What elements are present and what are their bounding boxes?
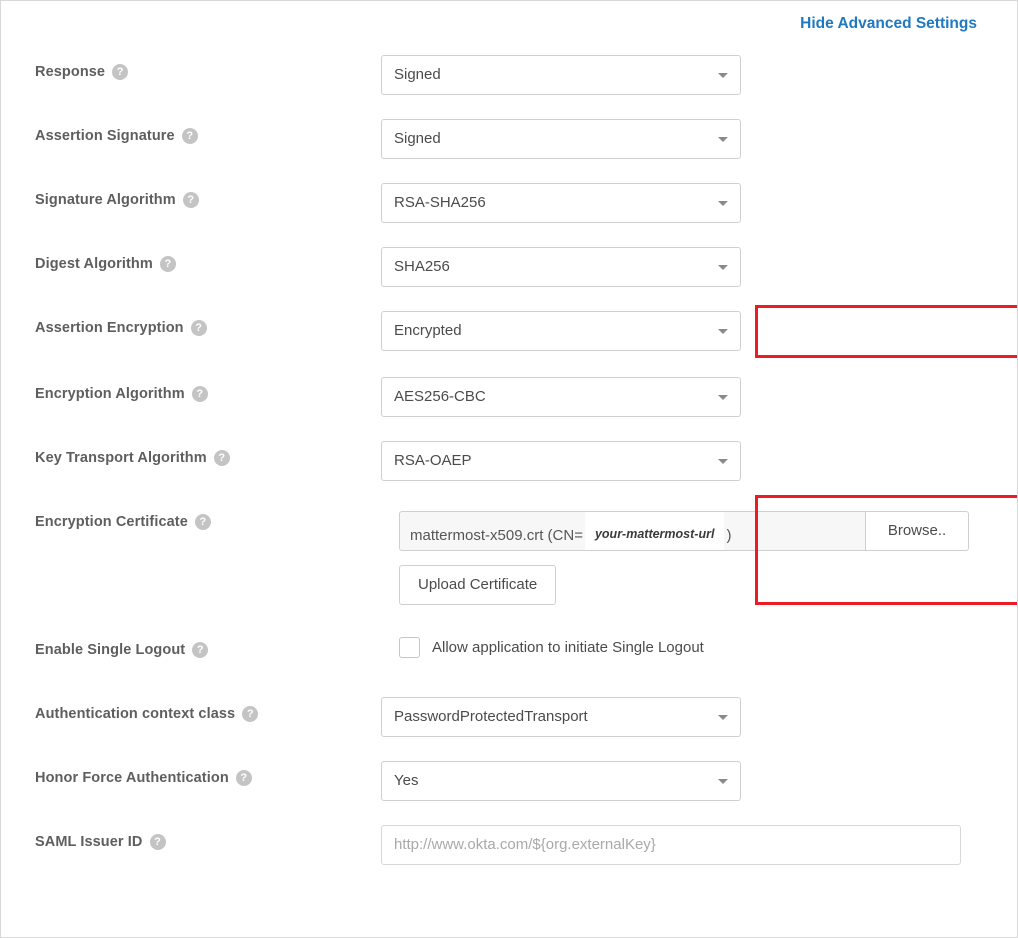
- control-cell-signature-algorithm: [381, 183, 1017, 223]
- certificate-file-picker: [399, 511, 969, 551]
- chevron-down-icon: [718, 395, 728, 400]
- help-icon[interactable]: ?: [214, 450, 230, 466]
- label-assertion-signature: Assertion Signature: [35, 128, 175, 144]
- label-honor-force-authentication: Honor Force Authentication: [35, 770, 229, 786]
- label-cell-enable-single-logout: [35, 633, 381, 659]
- label-assertion-encryption: Assertion Encryption: [35, 320, 184, 336]
- select-signature-algorithm[interactable]: [381, 183, 741, 223]
- field-row-key-transport-algorithm: [1, 441, 1017, 489]
- label-response: Response: [35, 64, 106, 80]
- label-enable-single-logout: Enable Single Logout: [35, 642, 186, 658]
- advanced-settings-toggle-row: [800, 15, 977, 33]
- help-icon[interactable]: ?: [195, 514, 211, 530]
- control-cell-assertion-signature: [381, 119, 1017, 159]
- control-cell-enable-single-logout: [381, 633, 1017, 658]
- control-cell-assertion-encryption: [381, 311, 1017, 351]
- label-digest-algorithm: Digest Algorithm: [35, 256, 153, 272]
- select-key-transport-algorithm[interactable]: [381, 441, 741, 481]
- label-encryption-algorithm: Encryption Algorithm: [35, 386, 185, 402]
- chevron-down-icon: [718, 265, 728, 270]
- control-cell-key-transport-algorithm: [381, 441, 1017, 481]
- chevron-down-icon: [718, 201, 728, 206]
- field-row-digest-algorithm: [1, 247, 1017, 295]
- field-row-encryption-algorithm: [1, 377, 1017, 425]
- certificate-url-token: your-mattermost-url: [585, 512, 724, 551]
- help-icon[interactable]: ?: [191, 320, 207, 336]
- certificate-filename-input[interactable]: [399, 511, 865, 551]
- single-logout-checkbox-row: [381, 633, 1017, 658]
- field-row-response: [1, 55, 1017, 103]
- select-signature-algorithm-value: RSA-SHA256: [394, 194, 486, 211]
- control-cell-encryption-algorithm: [381, 377, 1017, 417]
- chevron-down-icon: [718, 137, 728, 142]
- chevron-down-icon: [718, 459, 728, 464]
- select-key-transport-algorithm-value: RSA-OAEP: [394, 452, 472, 469]
- chevron-down-icon: [718, 779, 728, 784]
- label-cell-authentication-context-class: [35, 697, 381, 723]
- select-assertion-signature-value: Signed: [394, 130, 441, 147]
- label-authentication-context-class: Authentication context class: [35, 706, 236, 722]
- certificate-filename-prefix: mattermost-x509.crt (CN=: [410, 527, 583, 544]
- label-cell-encryption-certificate: [35, 505, 381, 531]
- saml-issuer-id-input[interactable]: http://www.okta.com/${org.externalKey}: [381, 825, 961, 865]
- help-icon[interactable]: ?: [192, 642, 208, 658]
- control-cell-response: [381, 55, 1017, 95]
- label-saml-issuer-id: SAML Issuer ID: [35, 834, 143, 850]
- label-encryption-certificate: Encryption Certificate: [35, 514, 188, 530]
- highlight-annotation-assertion-encryption: [755, 305, 1018, 358]
- label-cell-digest-algorithm: [35, 247, 381, 273]
- label-cell-honor-force-authentication: [35, 761, 381, 787]
- certificate-filename-suffix: ): [726, 527, 732, 544]
- field-row-honor-force-authentication: [1, 761, 1017, 809]
- select-honor-force-authentication-value: Yes: [394, 772, 419, 789]
- select-assertion-signature[interactable]: [381, 119, 741, 159]
- control-cell-authentication-context-class: [381, 697, 1017, 737]
- label-cell-key-transport-algorithm: [35, 441, 381, 467]
- label-cell-signature-algorithm: [35, 183, 381, 209]
- label-cell-response: [35, 55, 381, 81]
- select-encryption-algorithm-value: AES256-CBC: [394, 388, 486, 405]
- field-row-saml-issuer-id: [1, 825, 1017, 873]
- hide-advanced-settings-link[interactable]: Hide Advanced Settings: [800, 15, 977, 32]
- single-logout-checkbox-label: Allow application to initiate Single Logout: [432, 639, 704, 656]
- select-assertion-encryption-value: Encrypted: [394, 322, 462, 339]
- chevron-down-icon: [718, 73, 728, 78]
- help-icon[interactable]: ?: [182, 128, 198, 144]
- select-digest-algorithm-value: SHA256: [394, 258, 450, 275]
- chevron-down-icon: [718, 715, 728, 720]
- control-cell-honor-force-authentication: [381, 761, 1017, 801]
- browse-button[interactable]: Browse..: [865, 511, 969, 551]
- label-cell-encryption-algorithm: [35, 377, 381, 403]
- label-cell-assertion-encryption: [35, 311, 381, 337]
- help-icon[interactable]: ?: [112, 64, 128, 80]
- select-encryption-algorithm[interactable]: [381, 377, 741, 417]
- settings-form: [1, 55, 1017, 889]
- label-signature-algorithm: Signature Algorithm: [35, 192, 176, 208]
- field-row-signature-algorithm: [1, 183, 1017, 231]
- chevron-down-icon: [718, 329, 728, 334]
- help-icon[interactable]: ?: [242, 706, 258, 722]
- select-digest-algorithm[interactable]: [381, 247, 741, 287]
- select-honor-force-authentication[interactable]: [381, 761, 741, 801]
- help-icon[interactable]: ?: [192, 386, 208, 402]
- upload-certificate-button[interactable]: Upload Certificate: [399, 565, 556, 605]
- select-authentication-context-class-value: PasswordProtectedTransport: [394, 708, 588, 725]
- label-key-transport-algorithm: Key Transport Algorithm: [35, 450, 207, 466]
- single-logout-checkbox[interactable]: [399, 637, 420, 658]
- select-assertion-encryption[interactable]: [381, 311, 741, 351]
- field-row-authentication-context-class: [1, 697, 1017, 745]
- label-cell-assertion-signature: [35, 119, 381, 145]
- field-row-assertion-encryption: [1, 311, 1017, 359]
- help-icon[interactable]: ?: [150, 834, 166, 850]
- help-icon[interactable]: ?: [236, 770, 252, 786]
- select-response-value: Signed: [394, 66, 441, 83]
- label-cell-saml-issuer-id: [35, 825, 381, 851]
- select-authentication-context-class[interactable]: [381, 697, 741, 737]
- control-cell-saml-issuer-id: [381, 825, 1017, 865]
- help-icon[interactable]: ?: [183, 192, 199, 208]
- help-icon[interactable]: ?: [160, 256, 176, 272]
- select-response[interactable]: [381, 55, 741, 95]
- field-row-assertion-signature: [1, 119, 1017, 167]
- control-cell-encryption-certificate: [381, 505, 1017, 605]
- field-row-enable-single-logout: [1, 633, 1017, 681]
- field-row-encryption-certificate: [1, 505, 1017, 617]
- control-cell-digest-algorithm: [381, 247, 1017, 287]
